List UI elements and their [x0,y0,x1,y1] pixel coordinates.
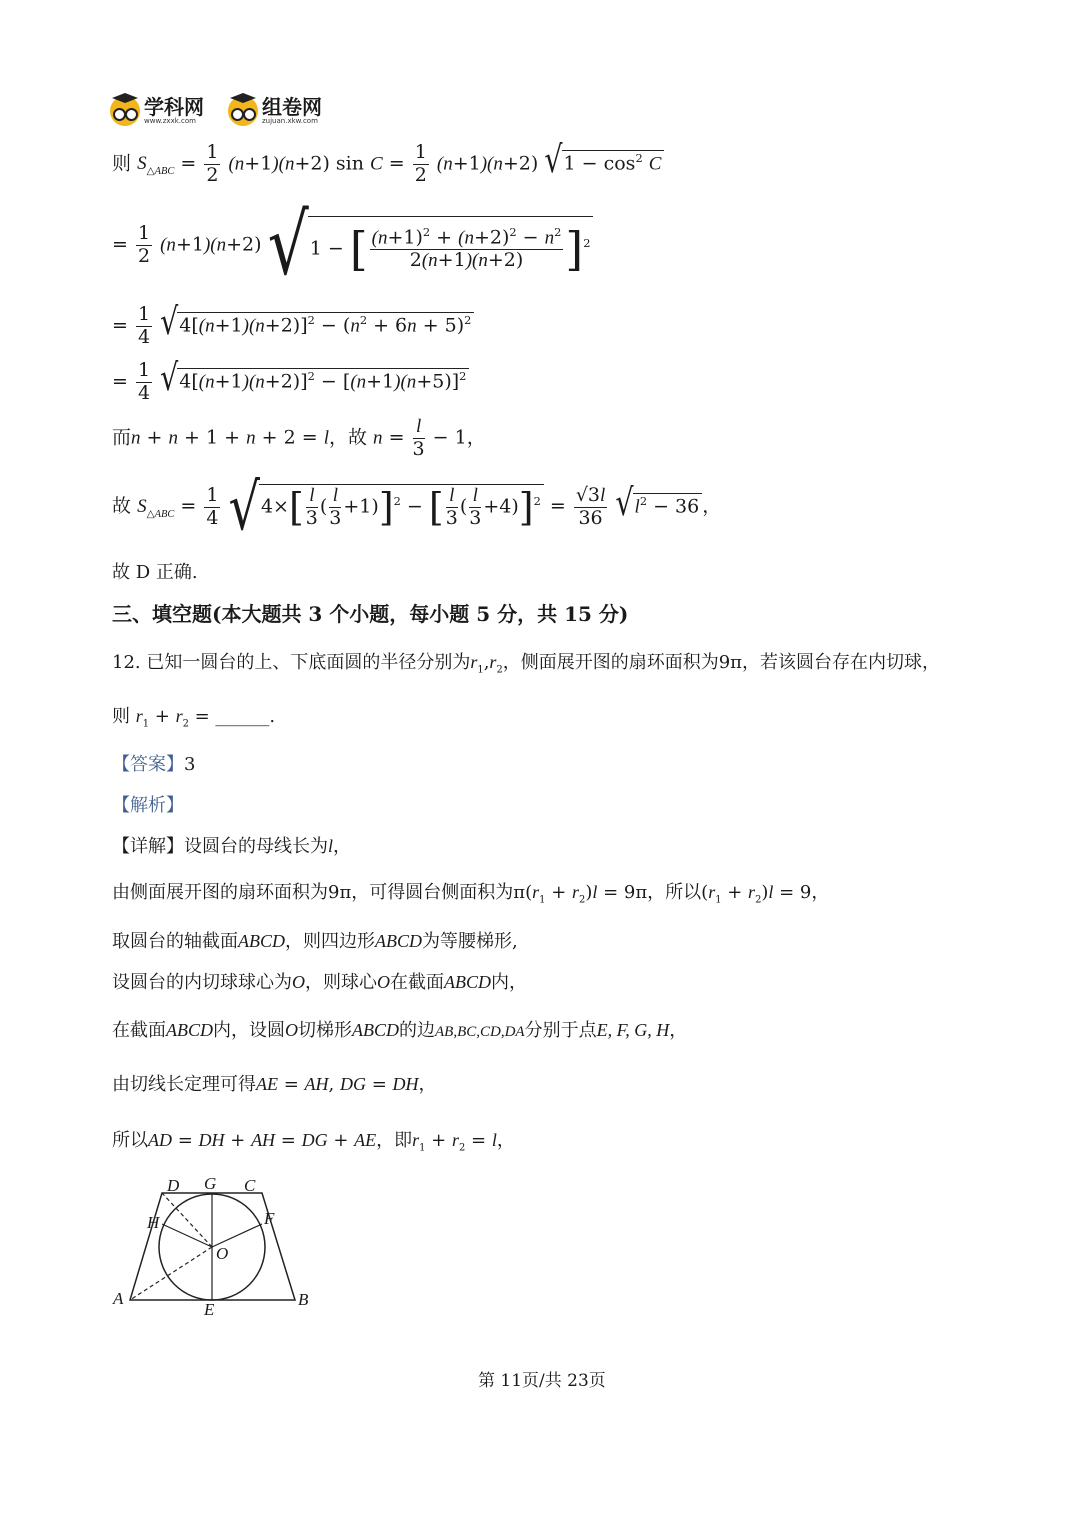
logo-mascot-icon [110,96,140,126]
label-o: O [216,1244,229,1263]
page-footer: 第 11页/共 23页 [478,1371,606,1391]
answer-label: 【答案】 [112,754,184,775]
label-g: G [204,1174,217,1193]
detail-line4: 设圆台的内切球球心为O，则球心O在截面ABCD内， [112,972,527,993]
trapezoid-incircle-figure [105,1168,335,1318]
question-number: 12. [112,652,141,673]
question-12-line2: 则 $r_1 + r_2$ = ______. [112,706,276,730]
label-a: A [113,1289,124,1308]
label-b: B [298,1290,309,1309]
formula-area-line2: = $\frac{1}{2}$ (n+1)(n+2) √1 − [ $\frac{(n+1)^2 + (n+2)^2 - n^2}{2(n+1)(n+2)}$ ]$^2$ [112,208,593,283]
detail-line2: 由侧面展开图的扇环面积为9π，可得圆台侧面积为$\pi(r_1 + r_2)l = 9\pi$，所以$(r_1 + r_2)l = 9$， [112,882,830,906]
logo-url: www.zxxk.com [144,117,196,125]
section-heading: 三、填空题(本大题共 3 个小题，每小题 5 分，共 15 分) [112,602,629,626]
detail-line1: 【详解】设圆台的母线长为l， [112,836,352,857]
label-h: H [147,1213,160,1232]
logo-zxxk [110,96,204,126]
answer-value: 3 [184,754,196,775]
answer-line [112,750,195,776]
question-12-line1: 12. 已知一圆台的上、下底面圆的半径分别为$r_1,r_2$，侧面展开图的扇环面积为9π，若该圆台存在内切球， [112,652,941,676]
radius-oh [162,1224,212,1247]
logo-title: 组卷网 [262,95,322,119]
label-f: F [264,1209,275,1228]
answer-blank: ______. [215,706,276,727]
detail-line3: 取圆台的轴截面ABCD，则四边形ABCD为等腰梯形, [112,931,518,952]
formula-area-final: 故 $S_{\triangle ABC}$ = $\frac{1}{4}$ √4×[ $\frac{l}{3}$ ( $\frac{l}{3}$ +1)]$^2$ − [ $\frac{l}{3}$ ( $\frac{l}{3}$ +4)]$^2$ = $\frac{√3l}{36}$ $√l^2 - 36$ ， [112,469,722,545]
label-d: D [167,1176,180,1195]
logo-url: zujuan.xkw.com [262,117,318,125]
segment-oa [130,1247,212,1300]
formula-n-relation: 而n + n + 1 + n + 2 = l，故 n = $\frac{l}{3}$ − 1， [112,416,486,460]
detail-line5: 在截面ABCD内，设圆O切梯形ABCD的边AB,BC,CD,DA分别于点E, F, G, H， [112,1020,688,1041]
analysis-label: 【解析】 [112,795,184,816]
detail-line6: 由切线长定理可得AE = AH, DG = DH， [112,1074,437,1095]
formula-area-line3: = $\frac{1}{4}$ $√4[(n+1)(n+2)]^2 - (n^2 + 6n + 5)^2$ [112,304,474,349]
conclusion-text: 故 D 正确. [112,562,198,583]
logo-title: 学科网 [144,95,204,119]
formula-area-line1: 则 $S_{\triangle ABC}$ = $\frac{1}{2}$ (n+1)(n+2) sin C = $\frac{1}{2}$ (n+1)(n+2) $√1 - \cos^2 C$ [112,142,664,187]
detail-line7: 所以AD = DH + AH = DG + AE，即$r_1 + r_2 = l$， [112,1130,515,1154]
formula-area-line4: = $\frac{1}{4}$ $√4[(n+1)(n+2)]^2 - [(n+1)(n+5)]^2$ [112,360,469,405]
label-e: E [204,1300,215,1318]
logo-zujuan [228,96,322,126]
logo-mascot-icon [228,96,258,126]
detail-label: 【详解】 [112,836,184,857]
label-c: C [244,1176,256,1195]
